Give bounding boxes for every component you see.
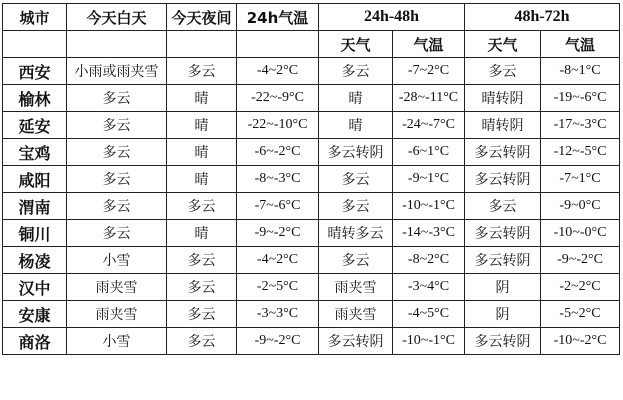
temp-24h-cell: -22~-10°C — [237, 112, 319, 139]
temp-48h-cell: -10~-1°C — [393, 193, 465, 220]
table-row — [3, 328, 620, 355]
today-night-cell: 晴 — [167, 139, 237, 166]
temp-24h-cell: -4~2°C — [237, 247, 319, 274]
temp-72h-cell: -2~2°C — [541, 274, 620, 301]
city-cell: 咸阳 — [3, 166, 67, 193]
table-row — [3, 112, 620, 139]
table-row — [3, 247, 620, 274]
header-24-48h: 24h-48h — [319, 4, 465, 31]
temp-72h-cell: -10~-0°C — [541, 220, 620, 247]
city-cell: 安康 — [3, 301, 67, 328]
today-day-cell: 多云 — [67, 166, 167, 193]
city-cell: 渭南 — [3, 193, 67, 220]
weather-48h-cell: 雨夹雪 — [319, 301, 393, 328]
today-night-cell: 多云 — [167, 328, 237, 355]
city-cell: 宝鸡 — [3, 139, 67, 166]
today-day-cell: 多云 — [67, 85, 167, 112]
weather-72h-cell: 晴转阴 — [465, 112, 541, 139]
temp-72h-cell: -9~-2°C — [541, 247, 620, 274]
temp-48h-cell: -9~1°C — [393, 166, 465, 193]
today-night-cell: 晴 — [167, 166, 237, 193]
city-cell: 铜川 — [3, 220, 67, 247]
city-cell: 商洛 — [3, 328, 67, 355]
table-row — [3, 301, 620, 328]
temp-48h-cell: -7~2°C — [393, 58, 465, 85]
weather-72h-cell: 多云转阴 — [465, 328, 541, 355]
header-weather-48: 天气 — [319, 31, 393, 58]
weather-48h-cell: 多云转阴 — [319, 139, 393, 166]
temp-72h-cell: -17~-3°C — [541, 112, 620, 139]
weather-48h-cell: 晴转多云 — [319, 220, 393, 247]
weather-72h-cell: 多云转阴 — [465, 139, 541, 166]
weather-48h-cell: 晴 — [319, 112, 393, 139]
temp-48h-cell: -4~5°C — [393, 301, 465, 328]
weather-48h-cell: 多云 — [319, 193, 393, 220]
temp-24h-cell: -22~-9°C — [237, 85, 319, 112]
table-row — [3, 166, 620, 193]
header-temp-48: 气温 — [393, 31, 465, 58]
weather-48h-cell: 多云 — [319, 166, 393, 193]
temp-48h-cell: -8~2°C — [393, 247, 465, 274]
weather-72h-cell: 晴转阴 — [465, 85, 541, 112]
weather-72h-cell: 多云 — [465, 193, 541, 220]
weather-72h-cell: 多云转阴 — [465, 247, 541, 274]
table-row — [3, 139, 620, 166]
table-row — [3, 220, 620, 247]
header-today-night: 今天夜间 — [167, 4, 237, 31]
weather-72h-cell: 多云转阴 — [465, 220, 541, 247]
temp-48h-cell: -6~1°C — [393, 139, 465, 166]
table-row — [3, 58, 620, 85]
temp-72h-cell: -8~1°C — [541, 58, 620, 85]
temp-72h-cell: -9~0°C — [541, 193, 620, 220]
today-day-cell: 小雪 — [67, 247, 167, 274]
weather-48h-cell: 多云 — [319, 58, 393, 85]
weather-48h-cell: 雨夹雪 — [319, 274, 393, 301]
header-48-72h: 48h-72h — [465, 4, 620, 31]
today-night-cell: 多云 — [167, 247, 237, 274]
temp-24h-cell: -2~5°C — [237, 274, 319, 301]
city-cell: 杨凌 — [3, 247, 67, 274]
weather-72h-cell: 多云转阴 — [465, 166, 541, 193]
table-row — [3, 85, 620, 112]
temp-72h-cell: -5~2°C — [541, 301, 620, 328]
today-day-cell: 多云 — [67, 193, 167, 220]
weather-72h-cell: 多云 — [465, 58, 541, 85]
today-night-cell: 多云 — [167, 193, 237, 220]
weather-48h-cell: 多云 — [319, 247, 393, 274]
forecast-table — [2, 3, 620, 355]
weather-72h-cell: 阴 — [465, 301, 541, 328]
weather-48h-cell: 晴 — [319, 85, 393, 112]
header-temp-72: 气温 — [541, 31, 620, 58]
table-row — [3, 274, 620, 301]
header-24h-temp: 24h气温 — [237, 4, 319, 31]
temp-48h-cell: -24~-7°C — [393, 112, 465, 139]
temp-24h-cell: -3~3°C — [237, 301, 319, 328]
header-weather-72: 天气 — [465, 31, 541, 58]
today-night-cell: 晴 — [167, 85, 237, 112]
today-night-cell: 多云 — [167, 274, 237, 301]
city-cell: 汉中 — [3, 274, 67, 301]
today-night-cell: 多云 — [167, 301, 237, 328]
today-day-cell: 小雨或雨夹雪 — [67, 58, 167, 85]
table-row — [3, 193, 620, 220]
temp-24h-cell: -4~2°C — [237, 58, 319, 85]
temp-24h-cell: -6~-2°C — [237, 139, 319, 166]
temp-48h-cell: -28~-11°C — [393, 85, 465, 112]
header-blank — [67, 31, 167, 58]
temp-48h-cell: -14~-3°C — [393, 220, 465, 247]
header-city: 城市 — [3, 4, 67, 31]
temp-48h-cell: -3~4°C — [393, 274, 465, 301]
city-cell: 榆林 — [3, 85, 67, 112]
temp-24h-cell: -9~-2°C — [237, 220, 319, 247]
forecast-table-container — [2, 3, 620, 355]
weather-48h-cell: 多云转阴 — [319, 328, 393, 355]
temp-72h-cell: -7~1°C — [541, 166, 620, 193]
temp-24h-cell: -8~-3°C — [237, 166, 319, 193]
header-row-2 — [3, 31, 620, 58]
today-day-cell: 雨夹雪 — [67, 274, 167, 301]
temp-72h-cell: -19~-6°C — [541, 85, 620, 112]
temp-48h-cell: -10~-1°C — [393, 328, 465, 355]
today-night-cell: 晴 — [167, 220, 237, 247]
temp-72h-cell: -10~-2°C — [541, 328, 620, 355]
today-night-cell: 多云 — [167, 58, 237, 85]
city-cell: 西安 — [3, 58, 67, 85]
today-day-cell: 多云 — [67, 139, 167, 166]
today-day-cell: 雨夹雪 — [67, 301, 167, 328]
header-row-1 — [3, 4, 620, 31]
today-day-cell: 小雪 — [67, 328, 167, 355]
header-today-day: 今天白天 — [67, 4, 167, 31]
temp-72h-cell: -12~-5°C — [541, 139, 620, 166]
header-blank — [167, 31, 237, 58]
today-day-cell: 多云 — [67, 112, 167, 139]
city-cell: 延安 — [3, 112, 67, 139]
today-night-cell: 晴 — [167, 112, 237, 139]
header-blank — [237, 31, 319, 58]
temp-24h-cell: -9~-2°C — [237, 328, 319, 355]
temp-24h-cell: -7~-6°C — [237, 193, 319, 220]
header-blank — [3, 31, 67, 58]
today-day-cell: 多云 — [67, 220, 167, 247]
weather-72h-cell: 阴 — [465, 274, 541, 301]
